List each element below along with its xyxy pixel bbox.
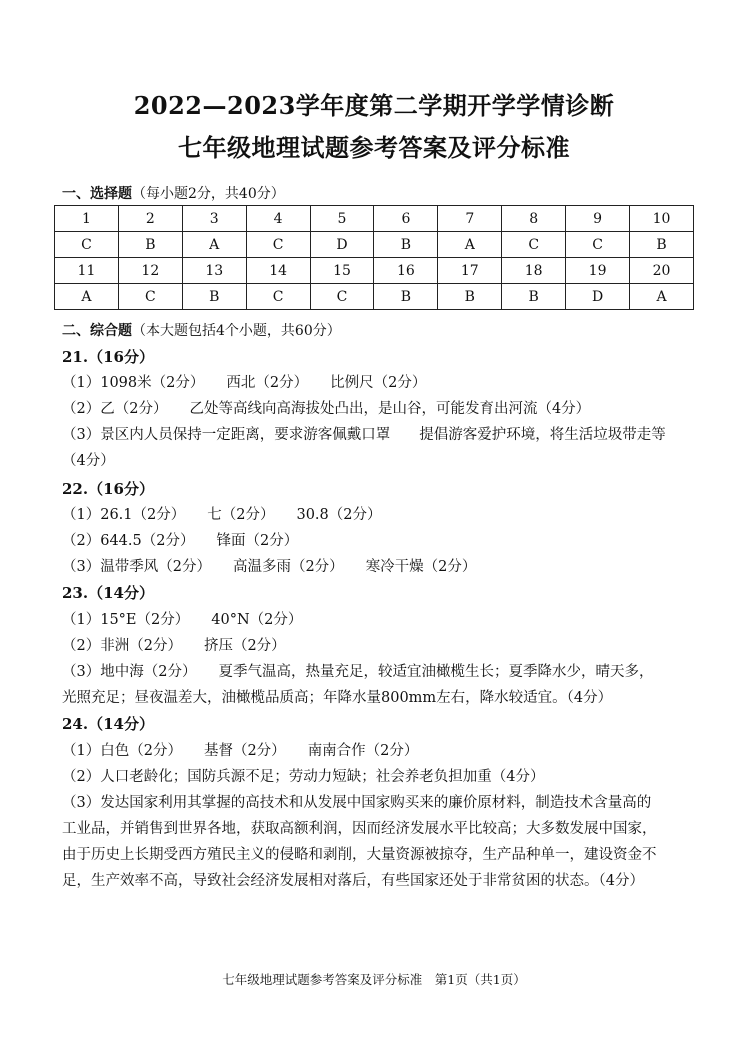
question-number-cell: 9: [566, 206, 630, 232]
q24-line1: [62, 739, 418, 760]
answer-cell: B: [438, 284, 502, 310]
answer-cell: A: [630, 284, 694, 310]
question-number-cell: 13: [182, 258, 246, 284]
question-number-cell: 11: [55, 258, 119, 284]
question-number-cell: 6: [374, 206, 438, 232]
question-number-cell: 8: [502, 206, 566, 232]
section-comprehensive-note: （本大题包括4个小题，共60分）: [132, 323, 341, 339]
question-number-cell: 12: [118, 258, 182, 284]
question-number-cell: 20: [630, 258, 694, 284]
answer-cell: B: [502, 284, 566, 310]
q23-line2: [62, 634, 286, 655]
answer-cell: C: [55, 232, 119, 258]
section-choice-heading: [62, 183, 285, 203]
question-number-cell: 5: [310, 206, 374, 232]
q22-answer-2a: （2）644.5（2分）: [62, 533, 195, 549]
q24-line2: （2）人口老龄化；国防兵源不足；劳动力短缺；社会养老负担加重（4分）: [62, 769, 545, 785]
question-number-cell: 14: [246, 258, 310, 284]
q24-answer-1a: （1）白色（2分）: [62, 743, 182, 759]
question-number-row: [55, 258, 694, 284]
q23-line3-cont: 光照充足；昼夜温差大，油橄榄品质高；年降水量800mm左右，降水较适宜。（4分）: [62, 690, 613, 706]
question-number-row: [55, 206, 694, 232]
section-comprehensive-label: 二、综合题: [62, 323, 132, 339]
answer-cell: C: [502, 232, 566, 258]
question-number-cell: 3: [182, 206, 246, 232]
answer-cell: D: [310, 232, 374, 258]
q21-answer-1c: 比例尺（2分）: [330, 375, 427, 391]
question-number-cell: 4: [246, 206, 310, 232]
answer-cell: C: [118, 284, 182, 310]
q22-answer-3b: 高温多雨（2分）: [232, 559, 344, 575]
question-number-cell: 18: [502, 258, 566, 284]
q23-answer-1b: 40°N（2分）: [211, 612, 303, 628]
q22-answer-3a: （3）温带季风（2分）: [62, 559, 211, 575]
answer-row: [55, 232, 694, 258]
page-footer: 七年级地理试题参考答案及评分标准 第1页（共1页）: [222, 972, 526, 987]
q21-answer-1a: （1）1098米（2分）: [62, 375, 205, 391]
answer-cell: C: [246, 284, 310, 310]
section-choice-note: （每小题2分，共40分）: [132, 186, 285, 202]
q21-heading: 21.（16分）: [62, 348, 154, 366]
q22-answer-1c: 30.8（2分）: [296, 507, 382, 523]
q23-line3: [62, 660, 653, 681]
q22-answer-2b: 锋面（2分）: [216, 533, 299, 549]
answer-cell: D: [566, 284, 630, 310]
q24-line3-cont1: 工业品，并销售到世界各地，获取高额利润，因而经济发展水平比较高；大多数发展中国家，: [62, 821, 657, 837]
q22-answer-3c: 寒冷干燥（2分）: [365, 559, 477, 575]
question-number-cell: 19: [566, 258, 630, 284]
question-number-cell: 17: [438, 258, 502, 284]
answer-cell: A: [182, 232, 246, 258]
page-subtitle: 七年级地理试题参考答案及评分标准: [178, 133, 570, 162]
question-number-cell: 1: [55, 206, 119, 232]
question-number-cell: 16: [374, 258, 438, 284]
q23-answer-2b: 挤压（2分）: [203, 638, 286, 654]
q21-answer-2b: 乙处等高线向高海拔处凸出，是山谷，可能发育出河流（4分）: [189, 401, 591, 417]
q24-line3-cont3: 足，生产效率不高，导致社会经济发展相对落后，有些国家还处于非常贫困的状态。（4分）: [62, 873, 644, 889]
q21-answer-2a: （2）乙（2分）: [62, 401, 168, 417]
question-number-cell: 2: [118, 206, 182, 232]
q22-line1: [62, 503, 382, 524]
q23-heading: 23.（14分）: [62, 584, 154, 602]
q21-line3-cont: （4分）: [62, 453, 115, 469]
answer-table: [54, 205, 694, 310]
section-choice-label: 一、选择题: [62, 186, 132, 202]
page-title: 2022—2023学年度第二学期开学学情诊断: [133, 91, 615, 120]
question-number-cell: 10: [630, 206, 694, 232]
q21-answer-1b: 西北（2分）: [226, 375, 309, 391]
answer-cell: B: [374, 232, 438, 258]
answer-cell: B: [374, 284, 438, 310]
q22-answer-1a: （1）26.1（2分）: [62, 507, 186, 523]
answer-cell: C: [310, 284, 374, 310]
q23-answer-3b: 夏季气温高，热量充足，较适宜油橄榄生长；夏季降水少，晴天多，: [218, 664, 654, 680]
q22-line3: [62, 555, 476, 576]
q23-line1: [62, 608, 302, 629]
q21-line2: [62, 397, 590, 418]
answer-cell: B: [118, 232, 182, 258]
q21-line1: [62, 371, 426, 392]
answer-cell: A: [438, 232, 502, 258]
question-number-cell: 7: [438, 206, 502, 232]
q24-line3: （3）发达国家利用其掌握的高技术和从发展中国家购买来的廉价原材料，制造技术含量高的: [62, 795, 652, 811]
answer-cell: A: [55, 284, 119, 310]
q22-heading: 22.（16分）: [62, 480, 154, 498]
q24-answer-1c: 南南合作（2分）: [307, 743, 419, 759]
answer-cell: B: [182, 284, 246, 310]
answer-row: [55, 284, 694, 310]
q22-answer-1b: 七（2分）: [207, 507, 275, 523]
q24-answer-1b: 基督（2分）: [203, 743, 286, 759]
q23-answer-1a: （1）15°E（2分）: [62, 612, 190, 628]
q24-line3-cont2: 由于历史上长期受西方殖民主义的侵略和剥削，大量资源被掠夺，生产品种单一，建设资金不: [62, 847, 657, 863]
q21-line3: （3）景区内人员保持一定距离，要求游客佩戴口罩 提倡游客爱护环境，将生活垃圾带走等: [62, 427, 666, 443]
q22-line2: [62, 529, 298, 550]
answer-cell: B: [630, 232, 694, 258]
q23-answer-2a: （2）非洲（2分）: [62, 638, 182, 654]
section-comprehensive-heading: [62, 320, 341, 340]
q23-answer-3a: （3）地中海（2分）: [62, 664, 197, 680]
answer-cell: C: [246, 232, 310, 258]
answer-cell: C: [566, 232, 630, 258]
question-number-cell: 15: [310, 258, 374, 284]
q24-heading: 24.（14分）: [62, 715, 154, 733]
